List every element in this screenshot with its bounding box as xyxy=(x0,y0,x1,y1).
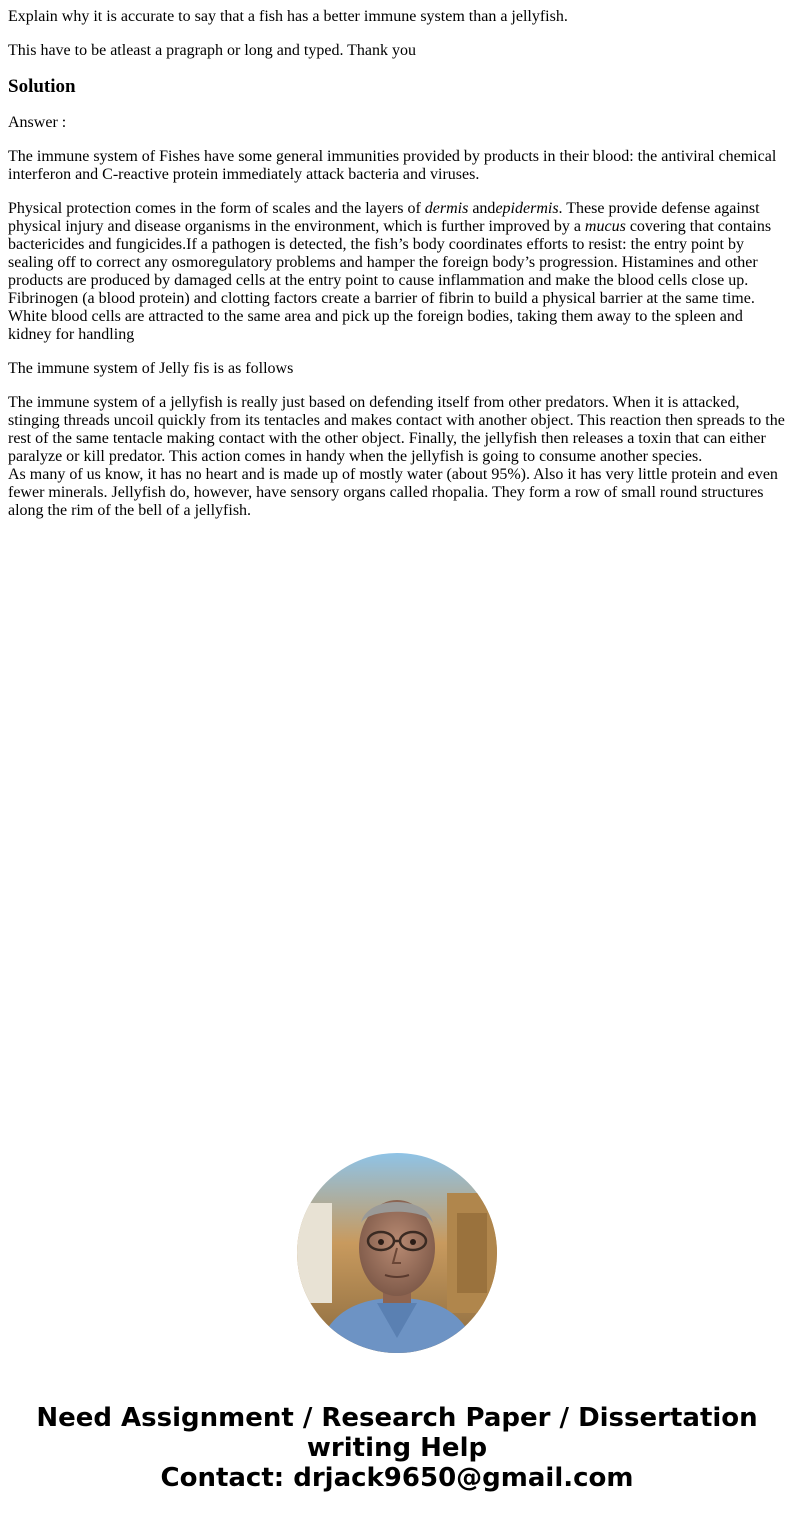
question-text: Explain why it is accurate to say that a fish has a better immune system than a jellyfish. xyxy=(8,8,568,25)
contact-line: Contact: drjack9650@gmail.com xyxy=(160,1463,634,1493)
author-avatar xyxy=(297,1153,497,1353)
jellyfish-anatomy-text: As many of us know, it has no heart and is made up of mostly water (about 95%). Also it has very little protein and even fewer minerals. Jellyfish do, however, have sensory organs called rhopalia. They form a row of small round structures along the rim of the bell of a jellyfish. xyxy=(8,466,778,519)
fish-immunity-paragraph: The immune system of Fishes have some general immunities provided by products in their blood: the antiviral chemical interferon and C-reactive protein immediately attack bacteria and viruses. xyxy=(8,148,777,183)
jellyfish-intro: The immune system of Jelly fis is as follows xyxy=(8,360,294,377)
text-span: covering that contains bactericides and fungicides.If a pathogen is detected, the fish’s body coordinates efforts to resist: the entry point by sealing off to correct any osmoregulatory problems and hamper the foreign body’s progression. Histamines and other products are produced by damaged cells at the entry point to cause inflammation and make the blood cells close up. Fibrinogen (a blood protein) and clotting factors create a barrier of fibrin to build a physical barrier at the same time. White blood cells are attracted to the same area and pick up the foreign bodies, taking them away to the spleen and kidney for handling xyxy=(8,218,772,343)
physical-protection-paragraph xyxy=(8,200,786,344)
solution-heading: Solution xyxy=(8,76,76,97)
term-dermis: dermis xyxy=(424,200,469,217)
promo-line-1: Need Assignment / Research Paper / Dissertation xyxy=(36,1403,758,1433)
text-span: . These provide defense against physical injury and disease organisms in the environment, which is further improved by a xyxy=(8,200,760,235)
text-span: and xyxy=(468,200,496,217)
term-mucus: mucus xyxy=(584,218,626,235)
avatar-portrait-image xyxy=(297,1153,497,1353)
jellyfish-defense-text: The immune system of a jellyfish is really just based on defending itself from other predators. When it is attacked, stinging threads uncoil quickly from its tentacles and makes contact with another object. This reaction then spreads to the rest of the same tentacle making contact with the other object. Finally, the jellyfish then releases a toxin that can either paralyze or kill predator. This action comes in handy when the jellyfish is going to consume another species. xyxy=(8,394,785,465)
document-body xyxy=(8,0,786,536)
jellyfish-paragraph xyxy=(8,394,786,520)
answer-label: Answer : xyxy=(8,114,67,131)
term-epidermis: epidermis xyxy=(495,200,559,217)
text-span: Physical protection comes in the form of scales and the layers of xyxy=(8,200,425,217)
promo-footer xyxy=(0,1403,794,1493)
promo-line-2: writing Help xyxy=(306,1433,488,1463)
question-note: This have to be atleast a pragraph or long and typed. Thank you xyxy=(8,42,417,59)
